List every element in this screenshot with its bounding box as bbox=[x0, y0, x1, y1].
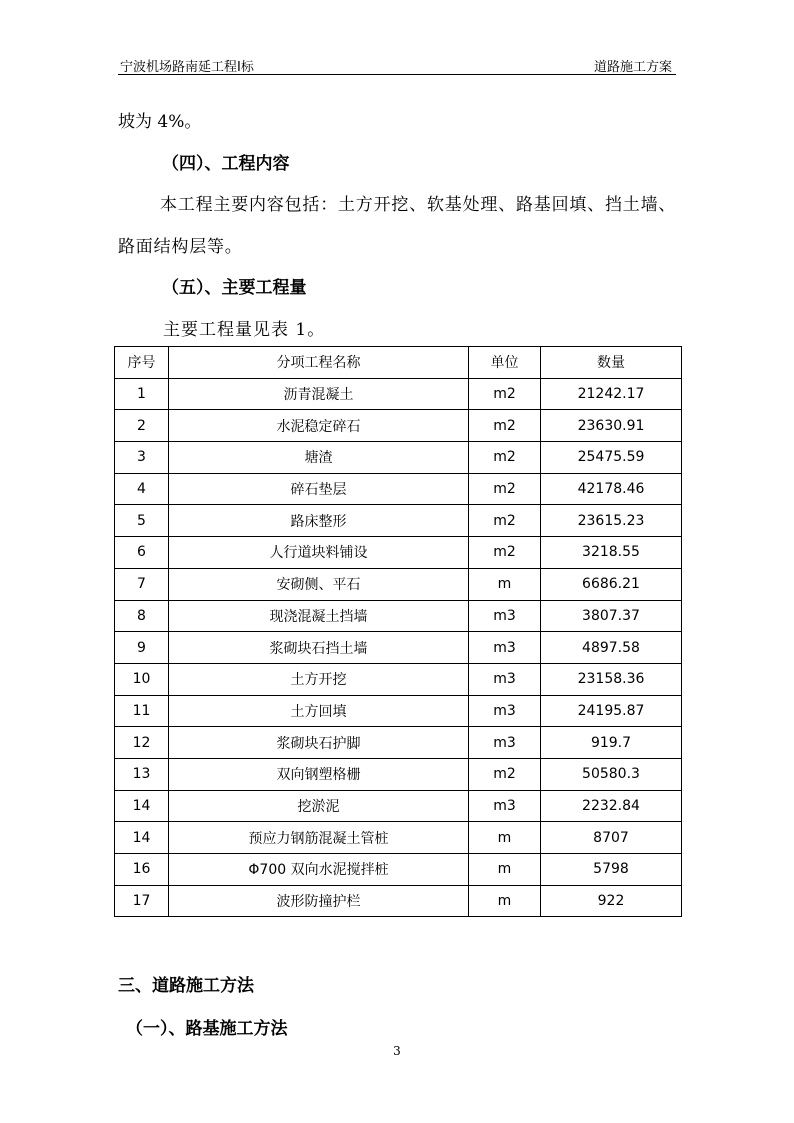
cell-item: 现浇混凝土挡墙 bbox=[169, 600, 469, 632]
cell-item: 土方回填 bbox=[169, 695, 469, 727]
cell-item: 水泥稳定碎石 bbox=[169, 410, 469, 442]
table-row bbox=[115, 663, 682, 695]
cell-no: 13 bbox=[115, 758, 169, 790]
cell-unit: m2 bbox=[469, 505, 541, 537]
table-row bbox=[115, 854, 682, 886]
cell-no: 12 bbox=[115, 727, 169, 759]
table-intro: 主要工程量见表 1。 bbox=[163, 320, 326, 340]
cell-no: 9 bbox=[115, 632, 169, 664]
table-row bbox=[115, 727, 682, 759]
table-row bbox=[115, 790, 682, 822]
table-row bbox=[115, 442, 682, 474]
cell-unit: m3 bbox=[469, 695, 541, 727]
cell-qty: 23158.36 bbox=[541, 663, 682, 695]
cell-no: 16 bbox=[115, 854, 169, 886]
section3-heading: 三、道路施工方法 bbox=[118, 976, 254, 996]
cell-qty: 25475.59 bbox=[541, 442, 682, 474]
cell-item: 沥青混凝土 bbox=[169, 378, 469, 410]
table-body bbox=[115, 378, 682, 917]
col-header-no: 序号 bbox=[115, 347, 169, 379]
cell-qty: 8707 bbox=[541, 822, 682, 854]
table-row bbox=[115, 758, 682, 790]
cell-item: 浆砌块石护脚 bbox=[169, 727, 469, 759]
table-row bbox=[115, 695, 682, 727]
cell-qty: 50580.3 bbox=[541, 758, 682, 790]
page-number: 3 bbox=[393, 1044, 401, 1058]
cell-no: 4 bbox=[115, 473, 169, 505]
cell-no: 6 bbox=[115, 537, 169, 569]
cell-unit: m2 bbox=[469, 537, 541, 569]
cell-unit: m2 bbox=[469, 410, 541, 442]
page-header bbox=[118, 54, 676, 75]
cell-no: 11 bbox=[115, 695, 169, 727]
table-row bbox=[115, 568, 682, 600]
cell-unit: m bbox=[469, 822, 541, 854]
cell-qty: 922 bbox=[541, 885, 682, 917]
col-header-qty: 数量 bbox=[541, 347, 682, 379]
quantities-table bbox=[114, 346, 682, 917]
cell-item: 预应力钢筋混凝土管桩 bbox=[169, 822, 469, 854]
cell-qty: 5798 bbox=[541, 854, 682, 886]
cell-unit: m bbox=[469, 885, 541, 917]
table-row bbox=[115, 537, 682, 569]
col-header-item: 分项工程名称 bbox=[169, 347, 469, 379]
cell-item: 人行道块料铺设 bbox=[169, 537, 469, 569]
section4-heading: （四）、工程内容 bbox=[162, 154, 290, 174]
cell-item: 波形防撞护栏 bbox=[169, 885, 469, 917]
cell-unit: m3 bbox=[469, 663, 541, 695]
cell-qty: 42178.46 bbox=[541, 473, 682, 505]
cell-qty: 3218.55 bbox=[541, 537, 682, 569]
cell-unit: m2 bbox=[469, 378, 541, 410]
cell-no: 7 bbox=[115, 568, 169, 600]
cell-qty: 919.7 bbox=[541, 727, 682, 759]
cell-qty: 2232.84 bbox=[541, 790, 682, 822]
table-row bbox=[115, 632, 682, 664]
cell-item: Φ700 双向水泥搅拌桩 bbox=[169, 854, 469, 886]
cell-unit: m2 bbox=[469, 442, 541, 474]
section5-heading: （五）、主要工程量 bbox=[162, 278, 307, 298]
cell-no: 14 bbox=[115, 822, 169, 854]
cell-no: 5 bbox=[115, 505, 169, 537]
cell-unit: m bbox=[469, 568, 541, 600]
content-paragraph-line1: 本工程主要内容包括：土方开挖、软基处理、路基回填、挡土墙、 bbox=[160, 195, 677, 215]
cell-no: 1 bbox=[115, 378, 169, 410]
cell-item: 路床整形 bbox=[169, 505, 469, 537]
slope-text: 坡为 4%。 bbox=[118, 112, 202, 132]
cell-item: 双向钢塑格栅 bbox=[169, 758, 469, 790]
cell-no: 3 bbox=[115, 442, 169, 474]
table-header-row bbox=[115, 347, 682, 379]
cell-unit: m3 bbox=[469, 790, 541, 822]
cell-item: 挖淤泥 bbox=[169, 790, 469, 822]
cell-unit: m3 bbox=[469, 600, 541, 632]
cell-qty: 6686.21 bbox=[541, 568, 682, 600]
cell-qty: 23615.23 bbox=[541, 505, 682, 537]
table-row bbox=[115, 378, 682, 410]
content-paragraph-line2: 路面结构层等。 bbox=[118, 237, 243, 257]
cell-qty: 21242.17 bbox=[541, 378, 682, 410]
cell-item: 安砌侧、平石 bbox=[169, 568, 469, 600]
cell-qty: 3807.37 bbox=[541, 600, 682, 632]
table-row bbox=[115, 505, 682, 537]
cell-qty: 23630.91 bbox=[541, 410, 682, 442]
cell-unit: m bbox=[469, 854, 541, 886]
cell-item: 土方开挖 bbox=[169, 663, 469, 695]
cell-no: 17 bbox=[115, 885, 169, 917]
table-row bbox=[115, 885, 682, 917]
cell-unit: m3 bbox=[469, 632, 541, 664]
cell-item: 碎石垫层 bbox=[169, 473, 469, 505]
cell-item: 塘渣 bbox=[169, 442, 469, 474]
subsection1-heading: （一）、路基施工方法 bbox=[126, 1019, 288, 1039]
cell-item: 浆砌块石挡土墙 bbox=[169, 632, 469, 664]
table-row bbox=[115, 600, 682, 632]
cell-qty: 4897.58 bbox=[541, 632, 682, 664]
cell-unit: m2 bbox=[469, 473, 541, 505]
table-row bbox=[115, 410, 682, 442]
header-project-title: 宁波机场路南延工程Ⅰ标 bbox=[120, 60, 254, 75]
col-header-unit: 单位 bbox=[469, 347, 541, 379]
cell-no: 8 bbox=[115, 600, 169, 632]
table-row bbox=[115, 473, 682, 505]
cell-qty: 24195.87 bbox=[541, 695, 682, 727]
cell-unit: m3 bbox=[469, 727, 541, 759]
table-row bbox=[115, 822, 682, 854]
header-document-title: 道路施工方案 bbox=[593, 60, 672, 75]
cell-no: 14 bbox=[115, 790, 169, 822]
cell-unit: m2 bbox=[469, 758, 541, 790]
cell-no: 2 bbox=[115, 410, 169, 442]
cell-no: 10 bbox=[115, 663, 169, 695]
